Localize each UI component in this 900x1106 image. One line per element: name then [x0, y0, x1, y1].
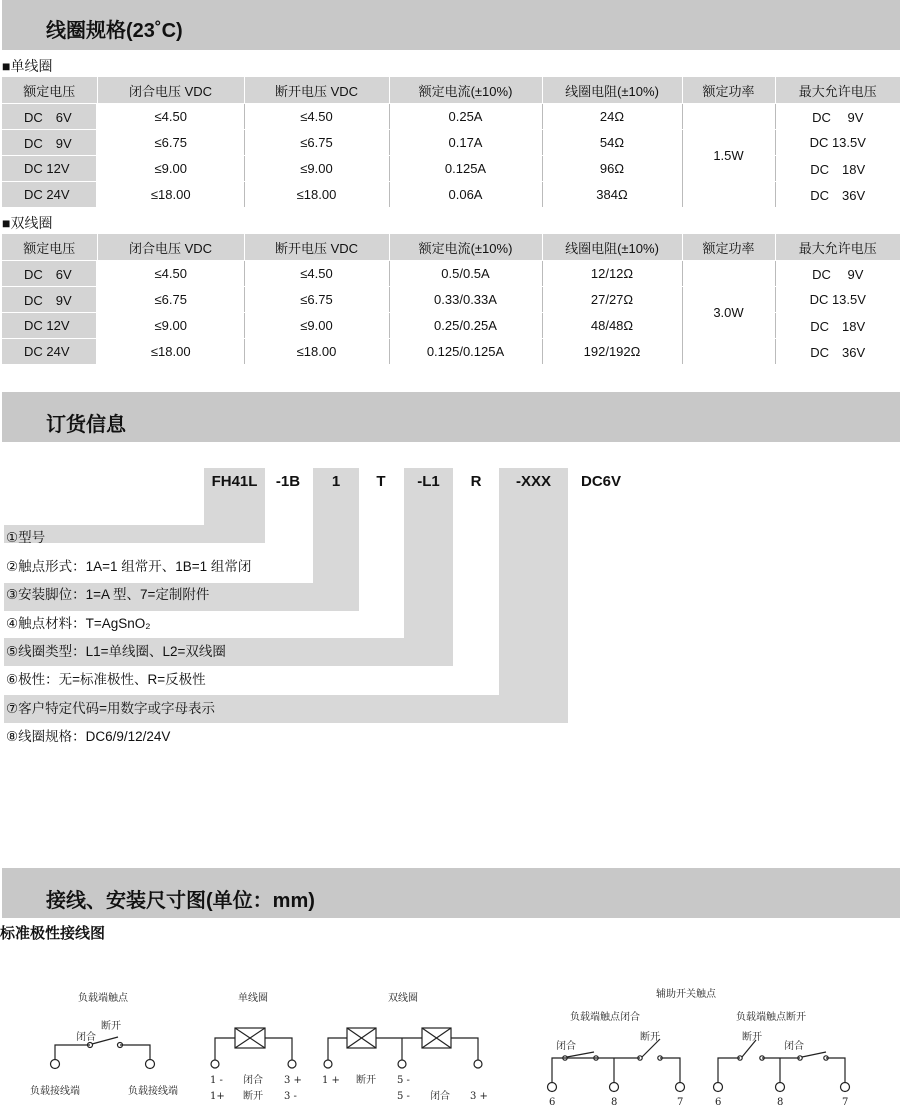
pin1-top: 1 - — [210, 1075, 223, 1086]
table-cell: ≤18.00 — [97, 182, 244, 208]
label-load-wire-right: 负载接线端 — [128, 1086, 178, 1097]
double-coil-label: ■双线圈 — [2, 215, 53, 231]
header-cell: 闭合电压 VDC — [97, 234, 244, 261]
double-coil-symbol — [324, 1028, 482, 1068]
code-contact-form: -1B — [275, 473, 301, 490]
label-closed-double: 闭合 — [430, 1091, 450, 1102]
table-cell: 0.125A — [389, 156, 542, 182]
label-open-double: 断开 — [356, 1075, 376, 1086]
header-cell: 额定电压 — [2, 234, 97, 261]
table-cell: 12/12Ω — [542, 261, 682, 287]
header-cell: 额定电流(±10%) — [389, 234, 542, 261]
table-cell: ≤6.75 — [244, 287, 389, 313]
table-cell: DC 6V — [2, 104, 97, 130]
table-cell: DC 6V — [2, 261, 97, 287]
label-closed: 闭合 — [76, 1032, 96, 1043]
wiring-diagram — [0, 940, 900, 1106]
header-cell: 断开电压 VDC — [244, 77, 389, 104]
table-cell: ≤6.75 — [97, 130, 244, 156]
table-cell: 96Ω — [542, 156, 682, 182]
table-cell: ≤18.00 — [244, 182, 389, 208]
code-column-7 — [499, 468, 568, 723]
wiring-header — [2, 868, 900, 918]
table-cell: ≤6.75 — [97, 287, 244, 313]
legend-item: ③安装脚位：1=A 型、7=定制附件 — [6, 587, 210, 602]
code-coil-spec: DC6V — [580, 473, 621, 490]
table-cell: 192/192Ω — [542, 339, 682, 365]
table-cell: 48/48Ω — [542, 313, 682, 339]
table-cell: 0.06A — [389, 182, 542, 208]
header-cell: 额定功率 — [682, 77, 775, 104]
table-cell: DC 24V — [2, 339, 97, 365]
table-cell: DC 9V — [775, 261, 900, 287]
code-model: FH41L — [211, 473, 258, 490]
code-polarity: R — [470, 473, 482, 490]
table-cell: 384Ω — [542, 182, 682, 208]
table-cell: DC 9V — [2, 130, 97, 156]
table-cell: 24Ω — [542, 104, 682, 130]
code-column-5 — [404, 468, 453, 666]
power-cell: 3.0W — [682, 261, 775, 365]
aux-left-pin8: 8 — [611, 1097, 618, 1106]
table-row — [2, 104, 900, 130]
table-cell: DC 36V — [775, 182, 900, 208]
legend-item: ⑤线圈类型：L1=单线圈、L2=双线圈 — [6, 644, 226, 659]
label-load-contact: 负载端触点 — [78, 993, 128, 1004]
table-cell: ≤4.50 — [244, 104, 389, 130]
header-cell: 额定电流(±10%) — [389, 77, 542, 104]
table-cell: 54Ω — [542, 130, 682, 156]
table-cell: ≤4.50 — [97, 104, 244, 130]
header-cell: 最大允许电压 — [775, 77, 900, 104]
single-coil-label: ■单线圈 — [2, 58, 53, 74]
diagram-title: 标准极性接线图 — [0, 925, 106, 942]
coil-spec-header — [2, 0, 900, 50]
legend-item: ②触点形式：1A=1 组常开、1B=1 组常闭 — [6, 559, 252, 574]
label-open: 断开 — [101, 1021, 121, 1032]
aux-left-open: 断开 — [640, 1032, 660, 1043]
label-load-wire-left: 负载接线端 — [30, 1086, 80, 1097]
table-cell: 0.17A — [389, 130, 542, 156]
power-cell: 1.5W — [682, 104, 775, 208]
aux-right-pin7: 7 — [842, 1097, 849, 1106]
header-cell: 线圈电阻(±10%) — [542, 77, 682, 104]
table-cell: DC 9V — [2, 287, 97, 313]
table-cell: DC 12V — [2, 156, 97, 182]
double-pin3: 3 + — [470, 1091, 488, 1102]
table-row — [2, 261, 900, 287]
label-open-single: 断开 — [243, 1091, 263, 1102]
table-cell: 0.33/0.33A — [389, 287, 542, 313]
ordering-header — [2, 392, 900, 442]
load-contact-switch — [51, 1037, 155, 1069]
table-cell: 0.125/0.125A — [389, 339, 542, 365]
table-cell: DC 18V — [775, 313, 900, 339]
label-double-coil: 双线圈 — [388, 993, 418, 1004]
aux-left-closed: 闭合 — [556, 1041, 576, 1052]
legend-item: ⑥极性：无=标准极性、R=反极性 — [6, 672, 206, 687]
table-cell: ≤18.00 — [97, 339, 244, 365]
pin3-bottom: 3 - — [284, 1091, 297, 1102]
aux-right-closed: 闭合 — [784, 1041, 804, 1052]
label-single-coil: 单线圈 — [238, 993, 268, 1004]
aux-switch-open-state — [714, 1040, 850, 1092]
table-cell: ≤9.00 — [97, 313, 244, 339]
table-cell: DC 24V — [2, 182, 97, 208]
legend-item: ①型号 — [6, 530, 46, 545]
table-cell: ≤18.00 — [244, 339, 389, 365]
code-coil-type: -L1 — [417, 473, 440, 490]
single-coil-table — [2, 77, 900, 208]
pin3-top: 3 + — [284, 1075, 302, 1086]
header-cell: 断开电压 VDC — [244, 234, 389, 261]
table-cell: DC 12V — [2, 313, 97, 339]
label-aux-contact: 辅助开关触点 — [656, 989, 716, 1000]
legend-item: ⑧线圈规格：DC6/9/12/24V — [6, 729, 171, 744]
aux-left-pin7: 7 — [677, 1097, 684, 1106]
code-customer: -XXX — [515, 473, 551, 490]
table-cell: ≤9.00 — [244, 313, 389, 339]
header-cell: 额定电压 — [2, 77, 97, 104]
legend-item: ④触点材料：T=AgSnO₂ — [6, 616, 151, 631]
table-cell: DC 36V — [775, 339, 900, 365]
table-cell: ≤9.00 — [244, 156, 389, 182]
double-pin1: 1 + — [322, 1075, 340, 1086]
double-pin5-bottom: 5 - — [397, 1091, 410, 1102]
table-cell: DC 9V — [775, 104, 900, 130]
code-mounting: 1 — [331, 473, 341, 490]
header-cell: 线圈电阻(±10%) — [542, 234, 682, 261]
header-cell: 闭合电压 VDC — [97, 77, 244, 104]
label-load-open: 负载端触点断开 — [736, 1012, 806, 1023]
table-cell: DC 18V — [775, 156, 900, 182]
header-cell: 额定功率 — [682, 234, 775, 261]
table-cell: 0.5/0.5A — [389, 261, 542, 287]
table-cell: ≤6.75 — [244, 130, 389, 156]
table-cell: 0.25A — [389, 104, 542, 130]
wiring-title: 接线、安装尺寸图(单位：mm) — [46, 890, 315, 912]
coil-spec-title: 线圈规格(23˚C) — [46, 20, 183, 42]
table-cell: 0.25/0.25A — [389, 313, 542, 339]
table-header-row — [2, 77, 900, 104]
table-cell: ≤4.50 — [244, 261, 389, 287]
aux-right-pin6: 6 — [715, 1097, 722, 1106]
aux-right-pin8: 8 — [777, 1097, 784, 1106]
ordering-title: 订货信息 — [46, 414, 126, 436]
header-cell: 最大允许电压 — [775, 234, 900, 261]
table-cell: 27/27Ω — [542, 287, 682, 313]
legend-item: ⑦客户特定代码=用数字或字母表示 — [6, 701, 215, 716]
double-coil-table — [2, 234, 900, 365]
single-coil-symbol — [211, 1028, 296, 1068]
table-cell: DC 13.5V — [775, 287, 900, 313]
label-closed-single: 闭合 — [243, 1075, 263, 1086]
table-cell: DC 13.5V — [775, 130, 900, 156]
pin1-bottom: 1+ — [210, 1091, 225, 1102]
code-material: T — [376, 473, 386, 490]
table-cell: ≤4.50 — [97, 261, 244, 287]
aux-right-open: 断开 — [742, 1032, 762, 1043]
label-load-closed: 负载端触点闭合 — [570, 1012, 640, 1023]
aux-left-pin6: 6 — [549, 1097, 556, 1106]
table-header-row — [2, 234, 900, 261]
table-cell: ≤9.00 — [97, 156, 244, 182]
double-pin5-top: 5 - — [397, 1075, 410, 1086]
